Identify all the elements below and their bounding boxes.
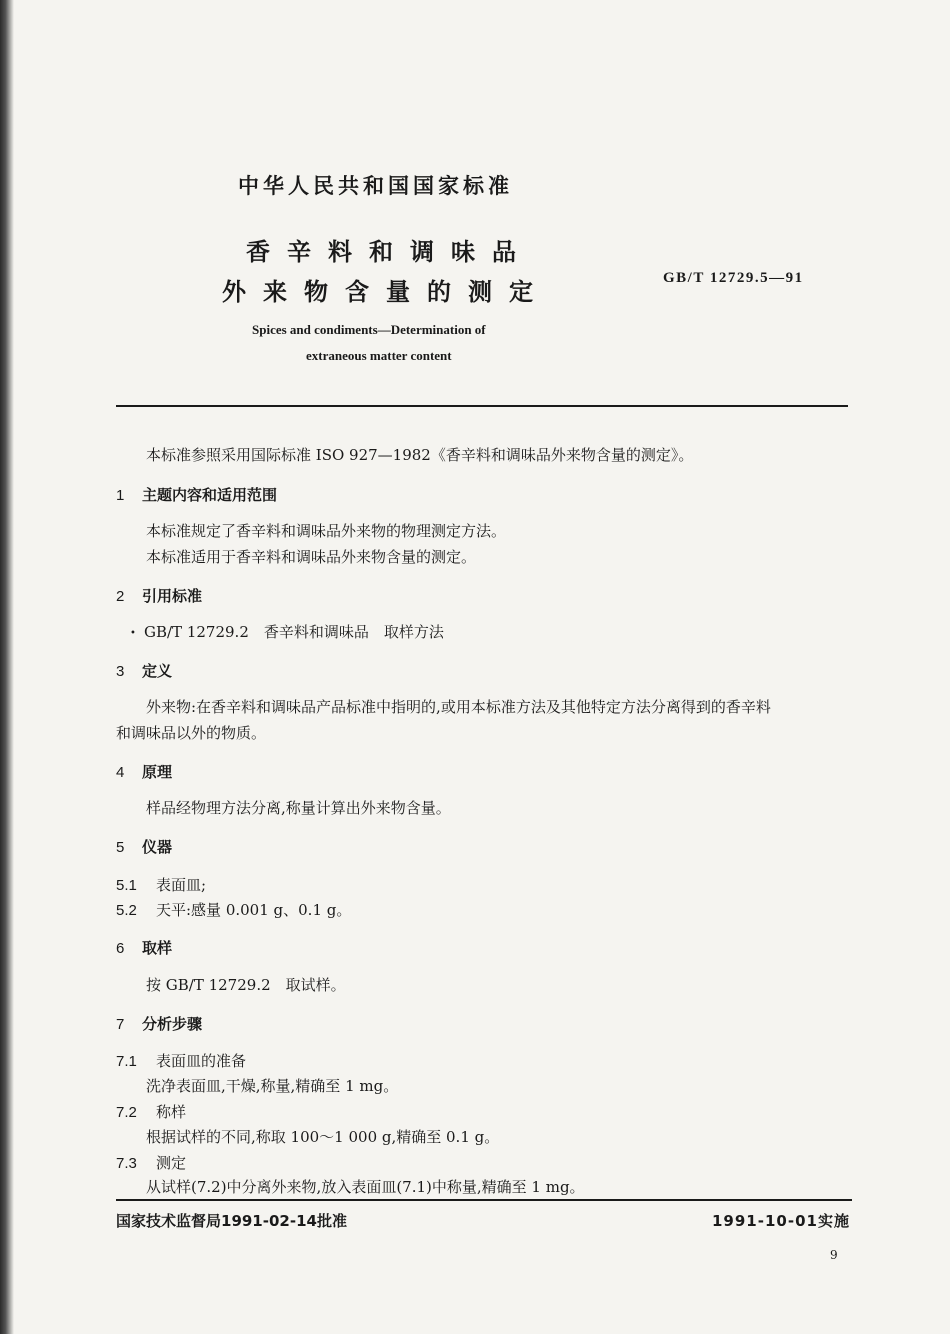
section-number: 2 [116, 588, 125, 605]
section-3-heading [116, 660, 172, 681]
section-title: 取样 [142, 939, 173, 957]
header-divider [116, 405, 848, 407]
subsection-number: 7.3 [116, 1155, 137, 1172]
section-number: 3 [116, 663, 125, 680]
subsection-number: 7.1 [116, 1053, 137, 1070]
page-number: 9 [830, 1248, 838, 1262]
section-number: 7 [116, 1016, 125, 1033]
section-1-paragraph-2: 本标准适用于香辛料和调味品外来物含量的测定。 [146, 548, 477, 566]
intro-paragraph: 本标准参照采用国际标准 ISO 927—1982《香辛料和调味品外来物含量的测定》。 [146, 446, 694, 464]
section-5-heading [116, 836, 172, 857]
standard-title-line2: 外来物含量的测定 [222, 278, 550, 306]
referenced-standard [130, 621, 444, 642]
section-title: 原理 [142, 763, 173, 781]
subsection-7-1-text: 洗净表面皿,干燥,称量,精确至 1 mg。 [146, 1077, 399, 1095]
standard-code: GB/T 12729.5—91 [663, 270, 804, 286]
section-1-heading [116, 484, 277, 505]
item-text: 表面皿; [156, 876, 207, 894]
section-title: 仪器 [142, 838, 173, 856]
referenced-standard-text: GB/T 12729.2 香辛料和调味品 取样方法 [144, 623, 444, 641]
subsection-7-1-heading [116, 1050, 246, 1071]
effective-date-line: 1991-10-01实施 [712, 1212, 850, 1230]
bullet-icon: • [130, 627, 136, 639]
section-2-heading [116, 585, 202, 606]
apparatus-item-2 [116, 899, 351, 920]
subsection-7-2-text: 根据试样的不同,称取 100～1 000 g,精确至 0.1 g。 [146, 1128, 500, 1146]
subsection-7-3-text: 从试样(7.2)中分离外来物,放入表面皿(7.1)中称量,精确至 1 mg。 [146, 1178, 585, 1196]
section-3-paragraph-1: 外来物:在香辛料和调味品产品标准中指明的,或用本标准方法及其他特定方法分离得到的香辛料 [146, 698, 771, 716]
english-title-line1: Spices and condiments—Determination of [252, 322, 486, 337]
section-4-heading [116, 761, 172, 782]
section-title: 主题内容和适用范围 [142, 486, 278, 504]
section-title: 定义 [142, 662, 173, 680]
subsection-7-3-heading [116, 1152, 186, 1173]
section-6-heading [116, 937, 172, 958]
subsection-title: 表面皿的准备 [156, 1052, 247, 1070]
scan-edge-shadow [0, 0, 14, 1334]
section-4-paragraph: 样品经物理方法分离,称量计算出外来物含量。 [146, 799, 451, 817]
section-number: 6 [116, 940, 125, 957]
section-7-heading [116, 1013, 202, 1034]
subsection-title: 称样 [156, 1103, 187, 1121]
item-number: 5.2 [116, 902, 137, 919]
standard-title-line1: 香辛料和调味品 [246, 238, 533, 266]
section-title: 引用标准 [142, 587, 203, 605]
section-number: 4 [116, 764, 125, 781]
english-title-line2: extraneous matter content [306, 348, 452, 363]
issuing-body-title: 中华人民共和国国家标准 [238, 174, 513, 198]
section-number: 1 [116, 487, 125, 504]
subsection-7-2-heading [116, 1101, 186, 1122]
section-title: 分析步骤 [142, 1015, 203, 1033]
item-text: 天平:感量 0.001 g、0.1 g。 [156, 901, 352, 919]
apparatus-item-1 [116, 874, 206, 895]
section-3-paragraph-2: 和调味品以外的物质。 [116, 724, 267, 742]
section-number: 5 [116, 839, 125, 856]
approval-line: 国家技术监督局1991-02-14批准 [116, 1212, 347, 1230]
section-6-paragraph: 按 GB/T 12729.2 取试样。 [146, 976, 346, 994]
subsection-number: 7.2 [116, 1104, 137, 1121]
item-number: 5.1 [116, 877, 137, 894]
section-1-paragraph-1: 本标准规定了香辛料和调味品外来物的物理测定方法。 [146, 522, 507, 540]
footer-divider [116, 1199, 852, 1201]
subsection-title: 测定 [156, 1154, 187, 1172]
